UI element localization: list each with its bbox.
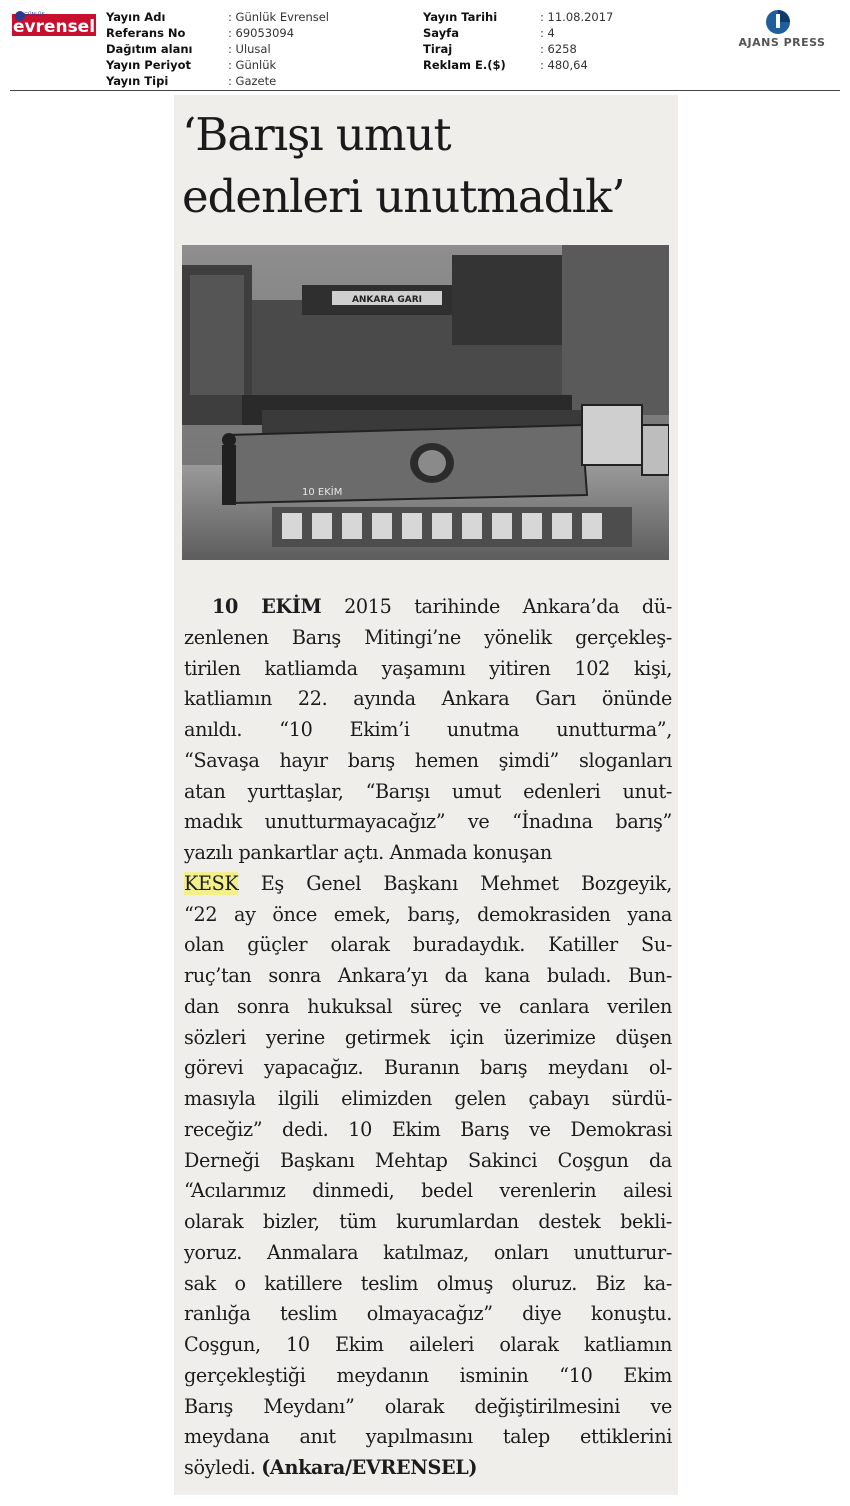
evrensel-logo xyxy=(10,8,98,40)
field-value: : 11.08.2017 xyxy=(540,10,614,24)
body-line: katliamın 22. ayında Ankara Garı önünde xyxy=(184,687,672,711)
header-divider xyxy=(10,90,840,91)
article-photo xyxy=(182,245,669,560)
field-value: : Günlük xyxy=(228,58,277,72)
field-value: : 4 xyxy=(540,26,555,40)
field-value: : Gazete xyxy=(228,74,277,88)
field-value: : 69053094 xyxy=(228,26,295,40)
body-line: “Acılarımız dinmedi, bedel verenlerin ailesi xyxy=(184,1179,672,1203)
body-line: tirilen katliamda yaşamını yitiren 102 kişi, xyxy=(184,656,672,680)
highlighted-term: KESK xyxy=(184,871,239,895)
field-label: Tiraj xyxy=(423,42,453,56)
field-label: Reklam E.($) xyxy=(423,58,506,72)
body-line: ranlığa teslim olmayacağız” diye konuştu. xyxy=(184,1302,672,1326)
photo-signage: ANKARA GARI xyxy=(351,295,423,305)
body-line: Barış Meydanı” olarak değiştirilmesini ve xyxy=(184,1394,672,1418)
field-label: Sayfa xyxy=(423,26,459,40)
field-label: Referans No xyxy=(106,26,186,40)
field-label: Yayın Tipi xyxy=(106,74,169,88)
field-value: : Ulusal xyxy=(228,42,271,56)
article-body xyxy=(184,592,672,1484)
body-line: receğiz” dedi. 10 Ekim Barış ve Demokrasi xyxy=(184,1117,672,1141)
body-line: yoruz. Anmalara katılmaz, onları unutturur- xyxy=(184,1240,672,1264)
body-line: “Savaşa hayır barış hemen şimdi” sloganları xyxy=(184,748,672,772)
body-line: Coşgun, 10 Ekim aileleri olarak katliamın xyxy=(184,1333,672,1356)
agency-name: AJANS PRESS xyxy=(738,36,826,49)
field-value: : 480,64 xyxy=(540,58,588,72)
body-line: madık unutturmayacağız” ve “İnadına barış” xyxy=(184,810,672,834)
field-label: Yayın Periyot xyxy=(106,58,192,72)
body-line: sözleri yerine getirmek için üzerimize düşen xyxy=(184,1025,672,1049)
body-line: meydana anıt yapılmasını talep ettiklerini xyxy=(184,1425,672,1449)
body-line: olarak bizler, tüm kurumlardan destek bekli- xyxy=(184,1210,672,1233)
body-line: zenlenen Barış Mitingi’ne yönelik gerçekleş- xyxy=(184,625,672,649)
logo-text: evrensel xyxy=(12,17,96,37)
article-headline: ‘Barışı umut edenleri unutmadık’ xyxy=(182,108,625,223)
body-line: görevi yapacağız. Buranın barış meydanı ol- xyxy=(184,1056,672,1080)
body-line: anıldı. “10 Ekim’i unutma unutturma”, xyxy=(184,718,672,741)
body-line: ruç’tan sonra Ankara’yı da kana buladı. Bun- xyxy=(184,964,672,987)
body-line: 10 EKİM 2015 tarihinde Ankara’da dü- xyxy=(212,595,672,618)
body-line: yazılı pankartlar açtı. Anmada konuşan xyxy=(184,841,552,864)
field-label: Dağıtım alanı xyxy=(106,42,193,56)
field-label: Yayın Adı xyxy=(106,10,166,24)
body-line: sak o katillere teslim olmuş oluruz. Biz ka- xyxy=(184,1271,672,1295)
body-lead: 10 EKİM xyxy=(212,595,322,618)
body-line: masıyla ilgili elimizden gelen çabayı sürdü- xyxy=(184,1087,672,1110)
body-line: olan güçler olarak buradaydık. Katiller Su- xyxy=(184,933,672,957)
body-line: gerçekleştiği meydanın isminin “10 Ekim xyxy=(184,1363,672,1387)
field-value: : 6258 xyxy=(540,42,577,56)
body-line: “22 ay önce emek, barış, demokrasiden yana xyxy=(184,902,672,926)
photo-banner-text: 10 EKİM xyxy=(302,487,343,498)
body-line: Derneği Başkanı Mehtap Sakinci Coşgun da xyxy=(184,1148,672,1172)
field-value: : Günlük Evrensel xyxy=(228,10,329,24)
body-line: atan yurttaşlar, “Barışı umut edenleri unut- xyxy=(184,779,672,803)
byline: (Ankara/EVRENSEL) xyxy=(261,1456,478,1479)
body-line: KESK Eş Genel Başkanı Mehmet Bozgeyik, xyxy=(184,871,672,895)
field-label: Yayın Tarihi xyxy=(423,10,498,24)
body-line: söyledi. (Ankara/EVRENSEL) xyxy=(184,1456,478,1479)
body-line: dan sonra hukuksal süreç ve canlara verilen xyxy=(184,994,672,1018)
logo-small-text: GÜNLÜK xyxy=(24,12,45,18)
